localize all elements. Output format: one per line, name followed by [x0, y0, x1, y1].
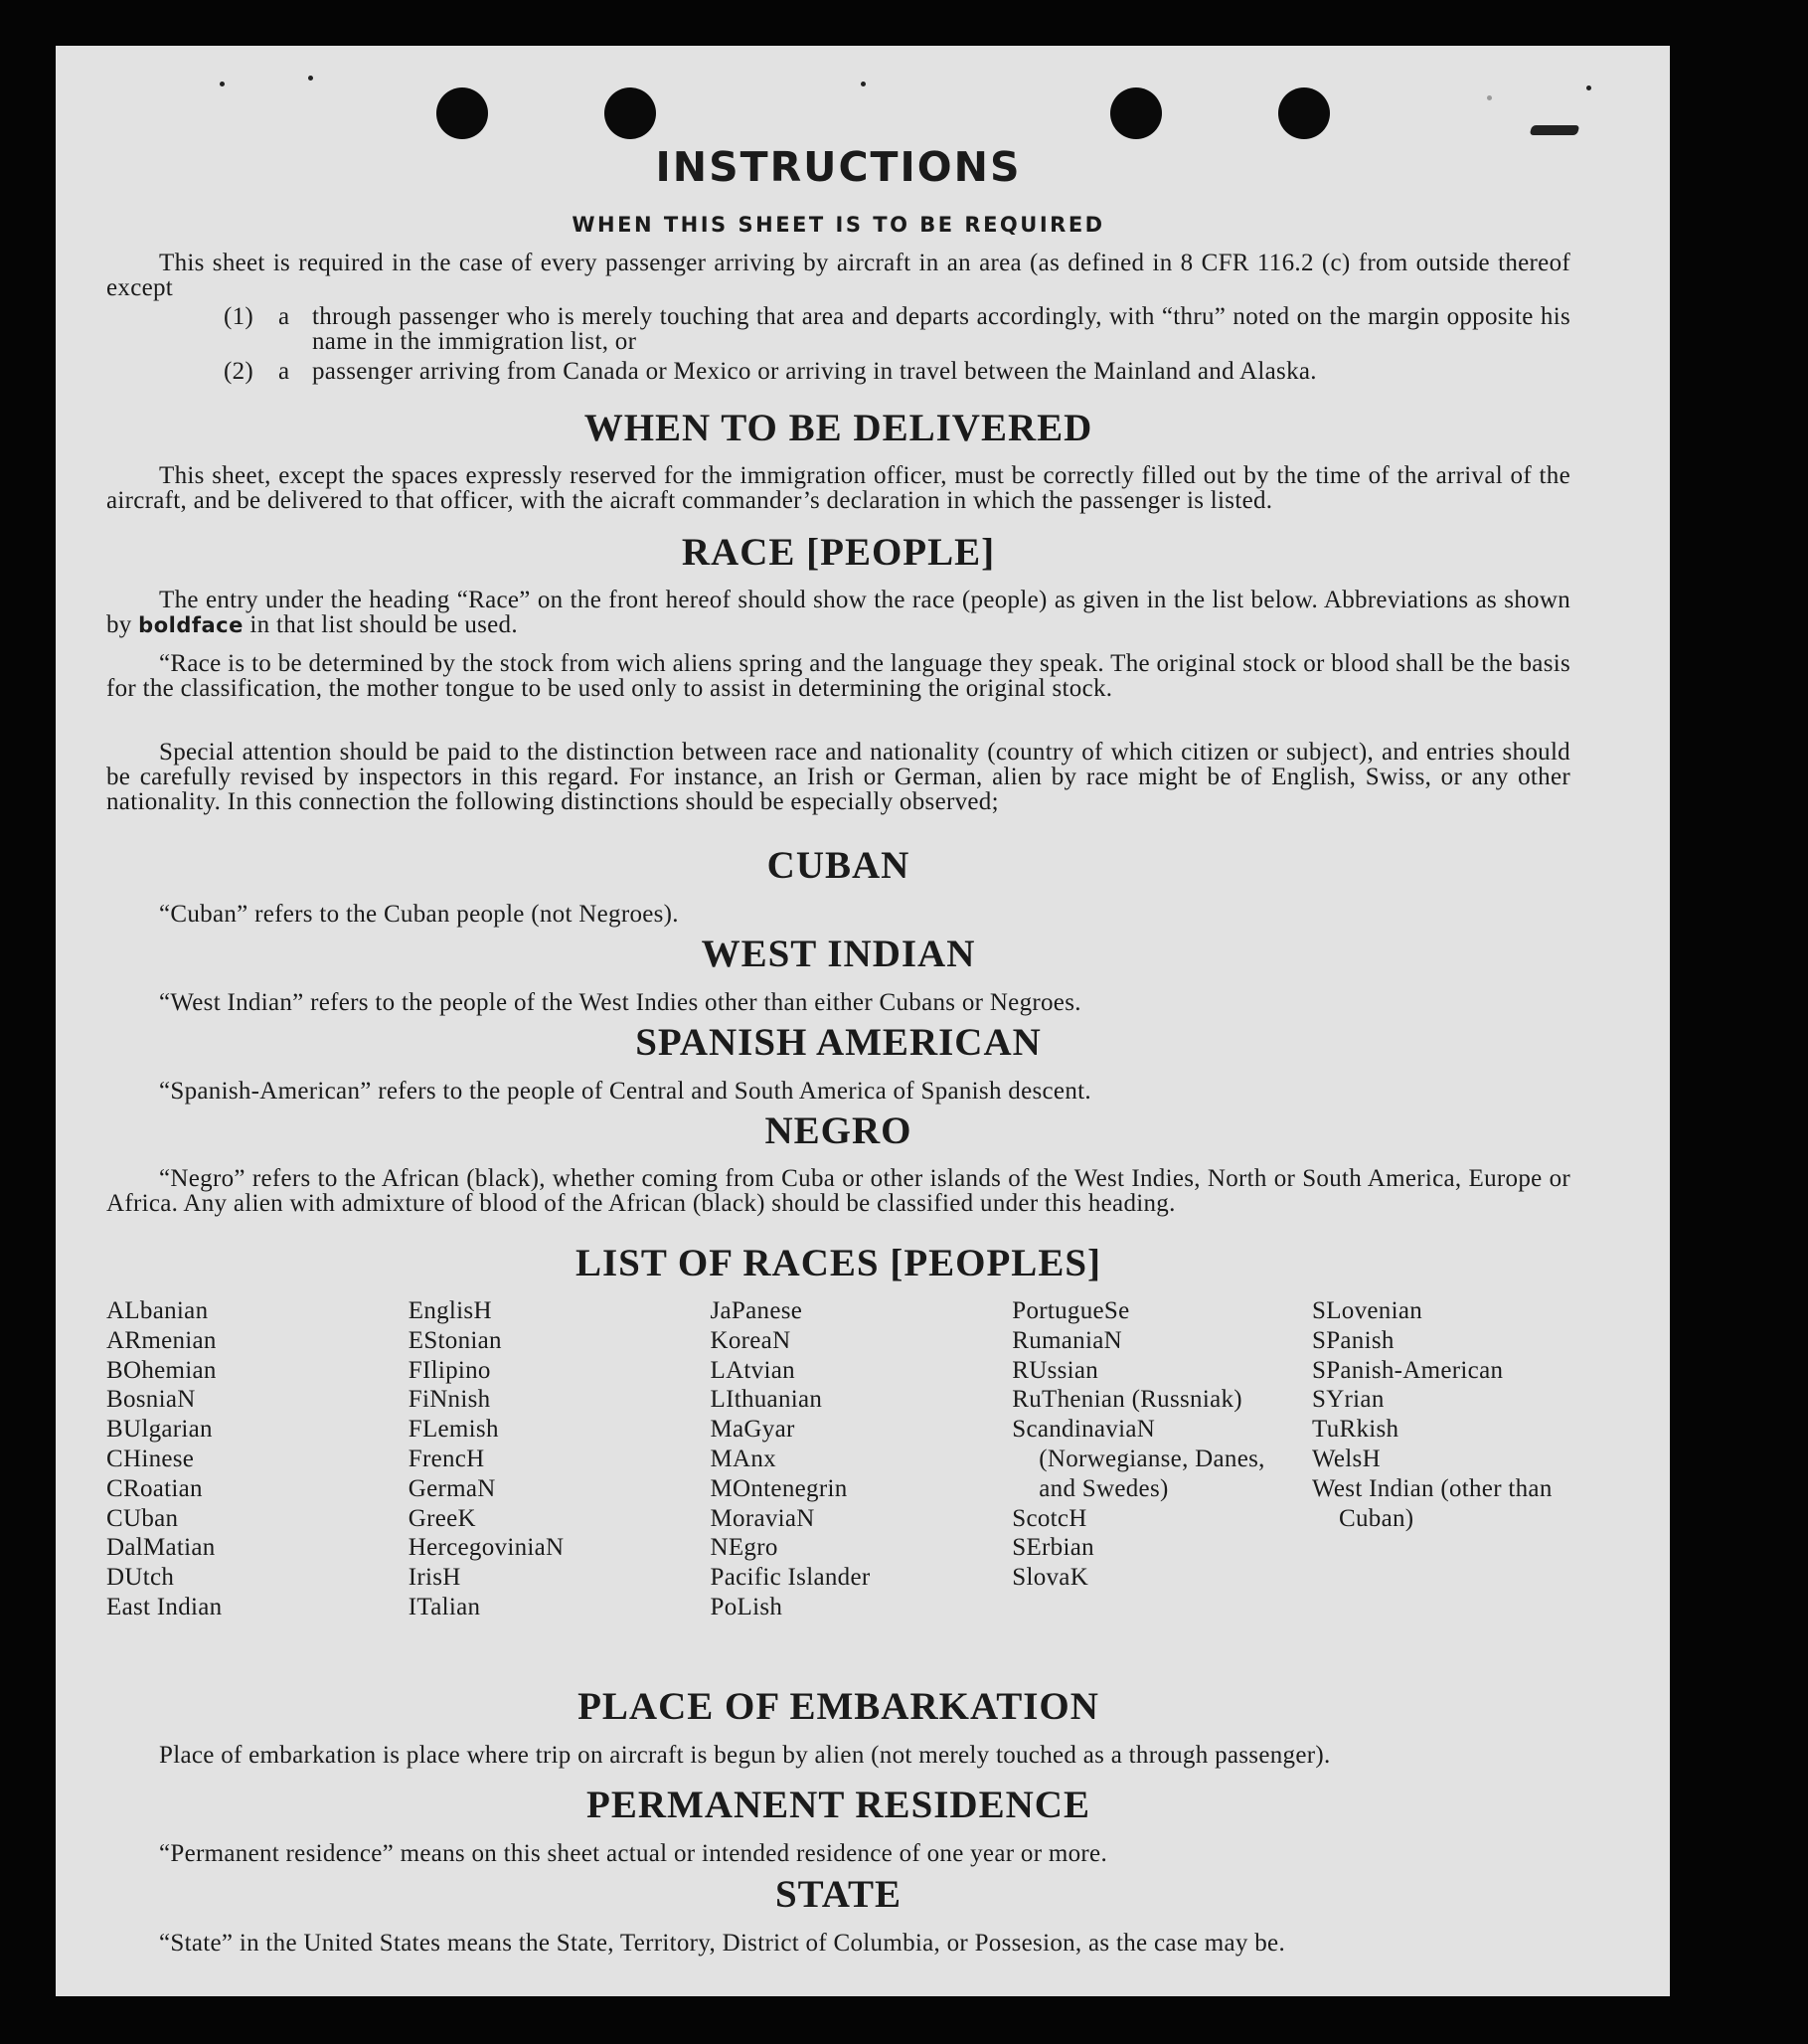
race-item: FLemish — [408, 1416, 499, 1444]
race-item: RuThenian (Russniak) — [1012, 1386, 1242, 1414]
race-item: SLovenian — [1312, 1297, 1423, 1324]
race-item: EStonian — [408, 1326, 502, 1354]
race-item: BosniaN — [106, 1386, 196, 1414]
race-text: The entry under the heading “Race” on the front hereof should show the race (people) as given in the list below. Abbreviations as shown by — [106, 587, 1570, 638]
race-item: MaGyar — [710, 1416, 795, 1444]
race-item: WelsH — [1312, 1445, 1381, 1472]
item-letter: a — [278, 303, 290, 330]
race-item: BUlgarian — [106, 1416, 213, 1444]
race-item: ARmenian — [106, 1326, 217, 1354]
section-heading-residence: PERMANENT RESIDENCE — [586, 1784, 1090, 1826]
race-item: DalMatian — [106, 1534, 216, 1562]
race-paragraph-3: Special attention should be paid to the distinction between race and nationality (country of which citizen or subject), and entries should be carefully revised by inspectors in this regard. For instance, an Irish or German, alien by race might be of English, Swiss, or any other nationality. In this connection the following distinctions should be especially observed; — [106, 739, 1570, 815]
race-item: GreeK — [408, 1504, 476, 1532]
item-letter: a — [278, 358, 290, 385]
item-text: through passenger who is merely touching that area and departs accordingly, with “thru” noted on the margin opposite his name in the immigration list, or — [312, 303, 1570, 355]
races-column — [409, 1296, 711, 1622]
required-intro: This sheet is required in the case of every passenger arriving by aircraft in an area (as defined in 8 CFR 116.2 (c) from outside thereof except — [106, 250, 1570, 301]
exception-item-1 — [106, 304, 1570, 354]
section-heading-spanish-american: SPANISH AMERICAN — [635, 1021, 1042, 1064]
race-item: CUban — [106, 1504, 179, 1532]
race-item: HercegoviniaN — [408, 1534, 565, 1562]
race-item: MOntenegrin — [710, 1474, 848, 1502]
item-number: (2) — [224, 358, 254, 385]
section-heading-embarkation: PLACE OF EMBARKATION — [577, 1685, 1099, 1728]
races-column — [1012, 1296, 1312, 1622]
speck — [220, 82, 225, 86]
west-indian-text: “West Indian” refers to the people of the West Indies other than either Cubans or Negroes. — [159, 989, 1081, 1016]
speck — [1487, 95, 1492, 100]
speck — [861, 82, 866, 86]
section-heading-state: STATE — [774, 1873, 903, 1916]
boldface-word: boldface — [138, 613, 244, 637]
residence-text: “Permanent residence” means on this sheet actual or intended residence of one year or more. — [159, 1840, 1107, 1867]
punch-hole — [1110, 87, 1162, 139]
race-item: PortugueSe — [1012, 1297, 1130, 1324]
race-item: MAnx — [710, 1445, 776, 1472]
race-item: ScandinaviaN (Norwegianse, Danes, and Swedes) — [1012, 1416, 1265, 1502]
race-item: SPanish-American — [1312, 1356, 1504, 1384]
race-item: RUssian — [1012, 1356, 1099, 1384]
race-item: SYrian — [1312, 1386, 1385, 1414]
race-item: MoraviaN — [710, 1504, 815, 1532]
item-text: passenger arriving from Canada or Mexico or arriving in travel between the Mainland and Alaska. — [312, 358, 1317, 385]
race-item: JaPanese — [710, 1297, 803, 1324]
races-column — [106, 1296, 409, 1622]
race-item: FiNnish — [408, 1386, 491, 1414]
race-item: East Indian — [106, 1593, 223, 1620]
negro-text: “Negro” refers to the African (black), whether coming from Cuba or other islands of the West Indies, North or South America, Europe or Africa. Any alien with admixture of blood of the African (black) should be classified under this heading. — [106, 1165, 1570, 1217]
race-item: RumaniaN — [1012, 1326, 1122, 1354]
race-item: CRoatian — [106, 1474, 203, 1502]
race-item: LAtvian — [710, 1356, 795, 1384]
race-item: TuRkish — [1312, 1416, 1399, 1444]
section-heading-cuban: CUBAN — [766, 844, 910, 887]
race-item: ITalian — [408, 1593, 481, 1620]
speck — [1586, 85, 1591, 90]
section-heading-delivered: WHEN TO BE DELIVERED — [583, 407, 1093, 449]
section-heading-negro: NEGRO — [764, 1109, 912, 1152]
clip-mark — [1530, 125, 1580, 135]
race-item: ALbanian — [106, 1297, 209, 1324]
races-list — [106, 1296, 1570, 1622]
races-column — [1312, 1296, 1570, 1622]
race-item: BOhemian — [106, 1356, 217, 1384]
race-item: LIthuanian — [710, 1386, 823, 1414]
race-paragraph-1 — [106, 588, 1570, 638]
section-heading-west-indian: WEST INDIAN — [701, 933, 976, 975]
race-item: CHinese — [106, 1445, 195, 1472]
race-item: DUtch — [106, 1564, 175, 1592]
document-page — [56, 46, 1670, 1996]
item-number: (1) — [224, 303, 254, 330]
race-item: Pacific Islander — [710, 1564, 871, 1592]
punch-hole — [436, 87, 488, 139]
race-item: SErbian — [1012, 1534, 1094, 1562]
race-text: in that list should be used. — [243, 611, 518, 638]
race-item: West Indian (other than Cuban) — [1312, 1474, 1553, 1532]
speck — [308, 76, 313, 81]
race-item: IrisH — [408, 1564, 461, 1592]
spanish-american-text: “Spanish-American” refers to the people of Central and South America of Spanish descent. — [159, 1078, 1091, 1105]
exception-item-2 — [106, 359, 1570, 384]
race-item: KoreaN — [710, 1326, 791, 1354]
race-paragraph-2: “Race is to be determined by the stock from wich aliens spring and the language they speak. The original stock or blood shall be the basis for the classification, the mother tongue to be used only to assist in determining the original stock. — [106, 650, 1570, 702]
cuban-text: “Cuban” refers to the Cuban people (not Negroes). — [159, 901, 679, 928]
state-text: “State” in the United States means the State, Territory, District of Columbia, or Possesion, as the case may be. — [159, 1930, 1285, 1957]
races-column — [711, 1296, 1013, 1622]
race-item: SPanish — [1312, 1326, 1395, 1354]
race-item: NEgro — [710, 1534, 778, 1562]
section-heading-race: RACE [PEOPLE] — [681, 531, 996, 574]
embarkation-text: Place of embarkation is place where trip on aircraft is begun by alien (not merely touched as a through passenger). — [159, 1742, 1331, 1769]
punch-hole — [1278, 87, 1330, 139]
page-title: INSTRUCTIONS — [655, 143, 1022, 191]
race-item: FrencH — [408, 1445, 485, 1472]
race-item: EnglisH — [408, 1297, 492, 1324]
race-item: GermaN — [408, 1474, 496, 1502]
section-heading-list-of-races: LIST OF RACES [PEOPLES] — [575, 1242, 1102, 1284]
race-item: PoLish — [710, 1593, 783, 1620]
page-subtitle: WHEN THIS SHEET IS TO BE REQUIRED — [572, 213, 1105, 237]
punch-hole — [604, 87, 656, 139]
race-item: FIlipino — [408, 1356, 491, 1384]
race-item: ScotcH — [1012, 1504, 1087, 1532]
race-item: SlovaK — [1012, 1564, 1089, 1592]
delivered-text: This sheet, except the spaces expressly reserved for the immigration officer, must be correctly filled out by the time of the arrival of the aircraft, and be delivered to that officer, with the aicraft commander’s declaration in which the passenger is listed. — [106, 462, 1570, 514]
